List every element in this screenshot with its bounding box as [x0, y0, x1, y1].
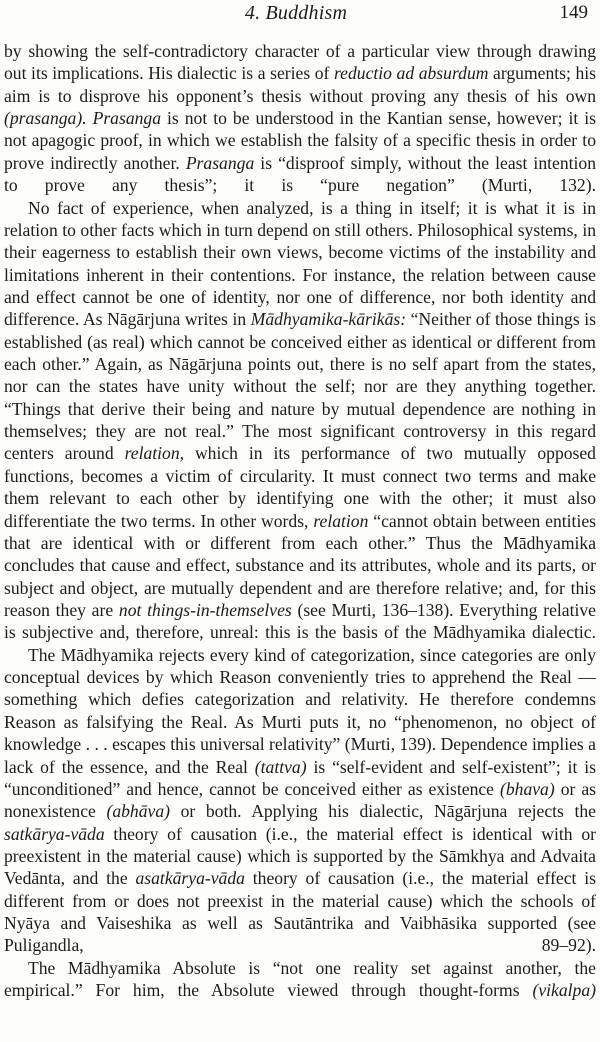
text-run: by showing the self-contradictory character of a particular view through drawing out its implications. His dialectic is a series of [4, 41, 596, 84]
text-run: is not to be understood in the Kantian sense, however; it is not apagogic proof, in which we establish the falsity of a specific thesis in order to prove indirectly another. [4, 108, 596, 173]
italic-run: satkārya-vāda [4, 823, 105, 844]
running-title: 4. Buddhism [244, 2, 348, 24]
text-run: or as nonexistence [4, 778, 597, 822]
italic-run: relation, [124, 443, 185, 464]
text-run: “cannot obtain between entities that are identical with or different from each other.” Thus the Mādhyamika concludes that cause and effect, substance and its attributes, whole and its parts, or subject and object, are mutually dependent and are therefore relative; and, for this reason they are [4, 510, 596, 620]
text-run: The Mādhyamika Absolute is “not one reality set against another, the empirical.” For him, the Absolute viewed through thought-forms [4, 957, 596, 1001]
body-text [4, 40, 596, 1001]
paragraph-categorization [4, 644, 596, 957]
italic-run: relation [313, 510, 369, 531]
italic-run: (tattva) [254, 756, 307, 777]
text-run: is “disproof simply, without the least intention to prove any thesis”; it is “pure negation” (Murti, 132). [4, 152, 596, 196]
text-run: “Neither of those things is established (as real) which cannot be conceived either as identical or different from each other.” Again, as Nāgārjuna points out, there is no self apart from the states, nor can the states have unity without the self; nor are they anything together. “Things that derive their being and nature by mutual dependence are nothing in themselves; they are not real.” The most significant controversy in this regard centers around [4, 309, 596, 464]
text-run: is “self-evident and self-existent”; it is “unconditioned” and hence, cannot be conceived either as existence [4, 756, 596, 799]
paragraph-absolute [4, 957, 596, 1002]
italic-run: (prasanga). Prasanga [4, 108, 162, 129]
text-run: arguments; his aim is to disprove his opponent’s thesis without proving any thesis of his own [4, 63, 596, 106]
text-run: theory of causation (i.e., the material effect is identical with or preexistent in the material cause) which is supported by the Sāmkhya and Advaita Vedānta, and the [4, 823, 596, 889]
italic-run: not things-in-themselves [118, 599, 292, 620]
italic-run: asatkārya-vāda [135, 868, 245, 889]
italic-run: reductio ad absurdum [333, 63, 489, 84]
page-number: 149 [559, 2, 588, 23]
italic-run: Prasanga [185, 152, 255, 173]
paragraph-relation [4, 197, 596, 644]
text-run: theory of causation (i.e., the material effect is different from or does not preexist in the material cause) which the schools of Nyāya and Vaiseshika as well as Sautāntrika and Vaibhāsika supported (see Puligandla, 89–92). [4, 868, 597, 956]
text-run: No fact of experience, when analyzed, is a thing in itself; it is what it is in relation to other facts which in turn depend on still others. Philosophical systems, in their eagerness to establish their own views, become victims of the instability and limitations inherent in their contentions. For instance, the relation between cause and effect cannot be one of identity, nor one of difference, nor both identity and difference. As Nāgārjuna writes in [4, 197, 596, 330]
italic-run: (abhāva) [106, 801, 170, 822]
paragraph-prasanga [4, 40, 596, 197]
text-run: which in its performance of two mutually opposed functions, becomes a victim of circularity. It must connect two terms and make them relevant to each other by identifying one with the other; it must also differentiate the two terms. In other words, [4, 443, 596, 531]
text-run: or both. Applying his dialectic, Nāgārjuna rejects the [169, 801, 596, 822]
text-run: (see Murti, 136–138). Everything relative is subjective and, therefore, unreal: this is the basis of the Mādhyamika dialectic. [4, 599, 596, 643]
italic-run: (bhava) [500, 778, 555, 799]
text-run: The Mādhyamika rejects every kind of categorization, since categories are only conceptual devices by which Reason conveniently tries to apprehend the Real — something which defies categorization and relativity. He therefore condemns Reason as falsifying the Real. As Murti puts it, no “phenomenon, no object of knowledge . . . escapes this universal relativity” (Murti, 139). Dependence implies a lack of the essence, and the Real [4, 644, 596, 777]
running-header [4, 0, 588, 30]
italic-run: Mādhyamika-kārikās: [250, 309, 407, 330]
italic-run: (vikalpa) [532, 980, 596, 1001]
